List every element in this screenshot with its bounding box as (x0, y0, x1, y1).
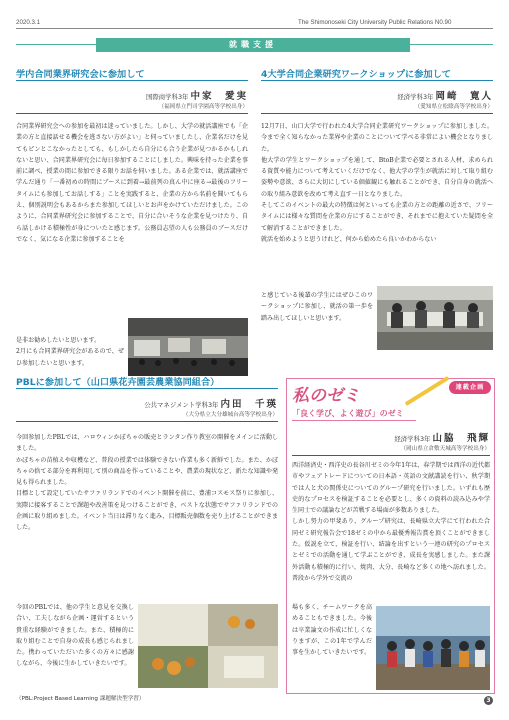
article1-body: 合同業界研究会への参加を最初は迷っていました。しかし、大学の就活講座でも「企業の方と直接話せる機会を逃さない方がよい」と伺っていましたし、企業名だけを見てもピンとこなかったとしても、もしかしたら自分にも合う企業が見つかるかもしれないと思い、合同業界研究会に毎日参加することにしました。興味を持った企業を事前に調べ、授業の間に参加できる限りお話を伺いました。ある企業では、就活講座で学んだ通り「一番初めの時間にブースに到着→最前列の真ん中に座る→最後のフリータイムにも参加してお話しする」ことを実践すると、企業の方から名前を聞いてもらえ、個別説明会もあるからまた参加してほしいとお声をかけていただけました。このように、合同業界研究会に参加することで、自分に合いそうな企業を見つけたり、自ら話しかける積極性が身についたと感じます。公務員志望の人も公務員のブースだけでなく、気になる企業に参加することを (16, 123, 248, 243)
issue-number: N0.90 (434, 19, 452, 26)
publication-name: The Shimonoseki City University Public Relations (298, 19, 434, 26)
workshop-photo (377, 286, 493, 350)
article2-body-tail: と感じている後輩の学生にはぜひこのワークショップに参加し、就活の第一歩を踏み出してほしいと思います。 (261, 292, 373, 322)
article1-author-school: （福岡県立門司学園高等学校出身） (158, 104, 248, 110)
article2-rule (261, 113, 493, 114)
zemi-author-name: 山脇 飛輝 (432, 433, 490, 444)
zemi-title: 私のゼミ (292, 386, 360, 406)
article1-body-tail: 是非お勧めしたいと思います。 2月にも合同業界研究会があるので、ぜひ参加したいと思います。 (16, 337, 124, 367)
article3-author-dept: 公共マネジメント学科3年 (144, 401, 219, 409)
article1-author-name: 中家 愛実 (190, 91, 248, 102)
header-rule (16, 28, 493, 29)
article2-author-dept: 経済学科3年 (397, 93, 434, 101)
zemi-subtitle-rule (292, 420, 416, 421)
article3-title: PBLに参加して（山口県花卉園芸農業協同組合） (16, 377, 220, 388)
article3-rule (16, 421, 278, 422)
zemi-byline (292, 430, 490, 444)
article2-byline (261, 88, 493, 102)
article1-rule (16, 113, 248, 114)
article2-title-rule (261, 80, 493, 81)
issue-date: 2020.3.1 (16, 19, 41, 26)
zemi-author-school: （岡山県立倉敷天城高等学校出身） (400, 446, 490, 452)
series-badge: 連載企画 (449, 381, 491, 394)
zemi-photo (376, 606, 490, 690)
zemi-body-tail: 場も多く、チームワークを高めることもできました。今後は卒業論文の作成に忙しくなりますが、この1年で学んだ事を生かしていきたいです。 (292, 604, 372, 657)
article2-title: 4大学合同企業研究ワークショップに参加して (261, 69, 451, 80)
fair-hall-photo (128, 318, 248, 376)
article1-byline (16, 88, 248, 102)
article3-footnote: （PBL:Project Based Learning 課題解決型学習） (16, 696, 145, 702)
article3-photo (138, 604, 278, 688)
article3-title-rule (16, 388, 278, 389)
page-number: 3 (484, 696, 493, 705)
publication-title (298, 19, 451, 26)
article3-body-tail: 今回のPBLでは、他の学生と意見を交換し合い、工夫しながら企画・運営するという貴重な経験ができました。また、積極的に取り組むことで自身の成長も感じられました。携わっていただいた多くの方々に感謝しながら、今後に生かしていきたいです。 (16, 604, 134, 668)
article1-title: 学内合同業界研究会に参加して (16, 69, 145, 80)
article2-author-name: 岡崎 寛人 (435, 91, 493, 102)
article3-byline (16, 396, 278, 410)
article1-title-rule (16, 80, 248, 81)
zemi-rule (292, 455, 490, 456)
pumpkin-sale-photo (138, 604, 278, 688)
banner-line-left (16, 44, 96, 45)
section-banner: 就職支援 (96, 38, 410, 52)
article3-author-school: （大分県立大分雄城台高等学校出身） (182, 412, 278, 418)
article2-photo (377, 286, 493, 350)
zemi-subtitle: 「良く学び、よく遊び」のゼミ (292, 409, 404, 418)
article3-author-name: 内田 千瑛 (220, 399, 278, 410)
article2-body: 12月7日、山口大学で行われた4大学合同企業研究ワークショップに参加しました。今まで全く知らなかった業界や企業のことについて学べる非常によい機会となりました。 他大学の学生とワークショップを通して、BtoB企業で必要とされる人材、求められる資質や能力について考えていくだけでなく、他大学の学生が就活に対して取り組む姿勢や意欲、さらに大切にしている価値観にも触れることができ、自分自身の就活への取り組み意欲を改めて考え直す一日となりました。 そしてこのイベントの最大の特徴は何といっても企業の方との距離の近さで、フリータイムには様々な質問を企業の方にすることができ、それまでに抱えていた疑問を全て解消することができました。 就活を始めようと思うけれど、何から始めたら良いかわからない (261, 123, 493, 243)
zemi-author-dept: 経済学科3年 (394, 435, 431, 443)
article1-photo (128, 318, 248, 376)
article2-author-school: （愛知県立松陰高等学校出身） (414, 104, 493, 110)
article1-author-dept: 国際商学科3年 (146, 93, 189, 101)
article3-body: 今回参加したPBLでは、ハロウィンかぼちゃの販売とランタン作り教室の開催をメインに活動しました。 かぼちゃの苗植えや収穫など、普段の授業では体験できない作業も多く新鮮でした。また、かぼちゃの捨てる部分を再利用して別の商品を作っていることや、農業の現状など、新たな知識や発見も得られました。 目標として設定していたサファリランドでのイベント開催を前に、豊浦コスモス祭りに参加し、実際に接客することで課題や改善策を見つけることができ、ベストな状態でサファリランドでの企画に取り組めました。イベント当日は滞りなく進み、目標販売個数を売り上げることができました。 (16, 434, 278, 532)
seminar-group-photo (376, 606, 490, 690)
banner-line-right (410, 44, 493, 45)
zemi-body: 西洋経済史・西洋史の長谷川ゼミの今年1年は、春学期では西洋の近代都市やフェアトレードについての日本語・英語の文献講読を行い、秋学期では人と犬の関係史についてのグループ研究を行いました。いずれも歴史的なプロセスを検証することを必要とし、多くの資料の読み込みや学生同士での議論などが苦戦する場面が多数ありました。 しかし努力の甲斐あり、グループ研究は、長崎県立大学にて行われた合同ゼミ研究報告会で18ゼミの中から最優秀報告賞を頂くことができました。仮説を立て、検証を行い、結論を出すという一連の研究のプロセスとゼミでの活動を通して学ぶことができ、成長を実感しました。また課外活動も積極的に行い、焼肉、大分、長崎など多くの地へ訪れました。普段から学外で交流の (292, 462, 490, 582)
